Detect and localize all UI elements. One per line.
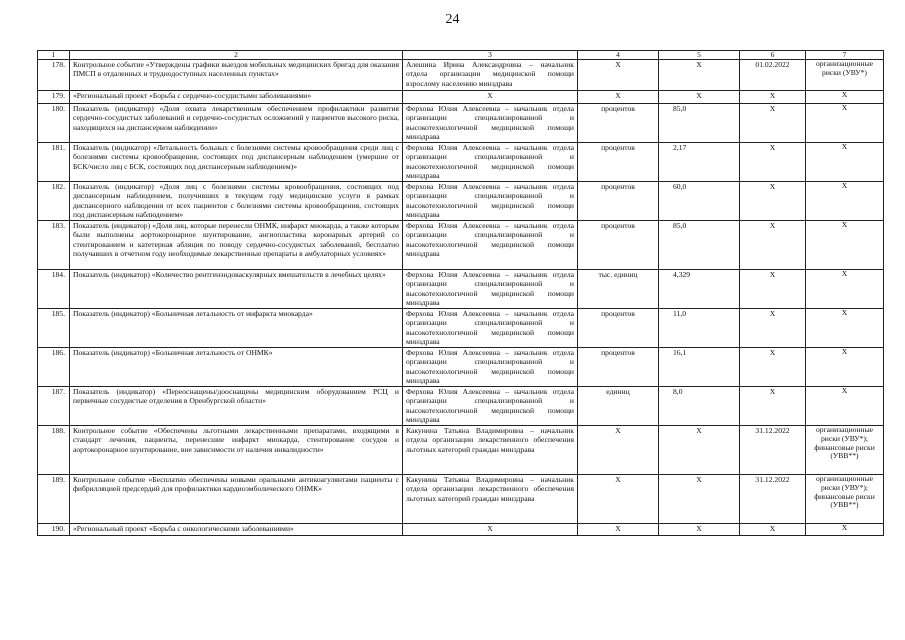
row-date: 01.02.2022 xyxy=(740,60,806,91)
row-unit: процентов xyxy=(578,143,659,182)
table-row xyxy=(38,309,884,348)
row-name: Показатель (индикатор) «Количество рентгенэндоваскулярных вмешательств в лечебных целях» xyxy=(70,270,403,309)
row-unit: X xyxy=(578,475,659,524)
row-number: 183. xyxy=(38,221,70,270)
row-number: 184. xyxy=(38,270,70,309)
row-responsible: Алешина Ирина Александровна – начальник отдела организации медицинской помощи взрослому населению минздрава xyxy=(403,60,578,91)
row-risk: организационные риски (УВУ*) xyxy=(806,60,884,91)
row-unit: X xyxy=(578,91,659,104)
row-value: 85,0 xyxy=(659,104,740,143)
row-date: X xyxy=(740,348,806,387)
row-date: X xyxy=(740,104,806,143)
row-value: X xyxy=(659,426,740,475)
row-date: X xyxy=(740,221,806,270)
row-number: 180. xyxy=(38,104,70,143)
page-number: 24 xyxy=(445,12,460,27)
table-row xyxy=(38,387,884,426)
row-responsible: Ферхова Юлия Алексеевна – начальник отдела организации специализированной и высокотехнологичной медицинской помощи минздрава xyxy=(403,270,578,309)
row-responsible: Ферхова Юлия Алексеевна – начальник отдела организации специализированной и высокотехнологичной медицинской помощи минздрава xyxy=(403,104,578,143)
table-row xyxy=(38,475,884,524)
row-value: X xyxy=(659,475,740,524)
row-risk: X xyxy=(806,143,884,182)
row-value: X xyxy=(659,91,740,104)
row-responsible: Ферхова Юлия Алексеевна – начальник отдела организации специализированной и высокотехнологичной медицинской помощи минздрава xyxy=(403,221,578,270)
row-number: 185. xyxy=(38,309,70,348)
row-responsible: Ферхова Юлия Алексеевна – начальник отдела организации специализированной и высокотехнологичной медицинской помощи минздрава xyxy=(403,182,578,221)
table-row xyxy=(38,348,884,387)
row-name: Показатель (индикатор) «Летальность больных с болезнями системы кровообращения среди лиц с болезнями системы кровообращения, состоящих под диспансерным наблюдением (умершие от БСК/число лиц с БСК, состоящих под диспансерным наблюдением)» xyxy=(70,143,403,182)
row-risk: X xyxy=(806,91,884,104)
row-date: X xyxy=(740,91,806,104)
table-row xyxy=(38,91,884,104)
row-responsible: X xyxy=(403,524,578,536)
row-name: «Региональный проект «Борьба с сердечно-сосудистыми заболеваниями» xyxy=(70,91,403,104)
row-value: X xyxy=(659,60,740,91)
row-name: Показатель (индикатор) «Доля лиц с болезнями системы кровообращения, состоящих под диспансерным наблюдением, получивших в текущем году медицинские услуги в рамках диспансерного наблюдения от всех пациентов с болезнями системы кровообращения, состоящих под диспансерным наблюдением» xyxy=(70,182,403,221)
column-responsible-header: 3 xyxy=(403,51,578,60)
row-unit: тыс. единиц xyxy=(578,270,659,309)
table-row xyxy=(38,60,884,91)
plan-table xyxy=(37,50,884,536)
table-row xyxy=(38,182,884,221)
row-responsible: X xyxy=(403,91,578,104)
row-name: Контрольное событие «Обеспечены льготными лекарственными препаратами, входящими в стандарт лечения, пациенты, перенесшие инфаркт миокарда, стентирование сосудов и аортокоронарное шунтирование, вне зависимости от наличия инвалидности» xyxy=(70,426,403,475)
row-value: 85,0 xyxy=(659,221,740,270)
table-row xyxy=(38,426,884,475)
row-responsible: Какунина Татьяна Владимировна – начальник отдела организации лекарственного обеспечения льготных категорий граждан минздрава xyxy=(403,475,578,524)
table-row xyxy=(38,143,884,182)
row-date: X xyxy=(740,524,806,536)
table-row xyxy=(38,270,884,309)
row-responsible: Ферхова Юлия Алексеевна – начальник отдела организации специализированной и высокотехнологичной медицинской помощи минздрава xyxy=(403,387,578,426)
row-responsible: Ферхова Юлия Алексеевна – начальник отдела организации специализированной и высокотехнологичной медицинской помощи минздрава xyxy=(403,348,578,387)
row-date: X xyxy=(740,309,806,348)
column-risk-header: 7 xyxy=(806,51,884,60)
row-number: 179. xyxy=(38,91,70,104)
row-name: Показатель (индикатор) «Доля охвата лекарственным обеспечением профилактики развития сердечно-сосудистых заболеваний и сердечно-сосудистых осложнений у пациентов высокого риска, находящихся на диспансерном наблюдении» xyxy=(70,104,403,143)
row-unit: процентов xyxy=(578,182,659,221)
row-unit: процентов xyxy=(578,348,659,387)
row-value: 60,0 xyxy=(659,182,740,221)
row-name: Показатель (индикатор) «Больничная летальность от инфаркта миокарда» xyxy=(70,309,403,348)
row-risk: организационные риски (УВУ*); финансовые риски (УВВ**) xyxy=(806,475,884,524)
row-risk: организационные риски (УВУ*); финансовые риски (УВВ**) xyxy=(806,426,884,475)
row-unit: процентов xyxy=(578,221,659,270)
row-value: 2,17 xyxy=(659,143,740,182)
row-risk: X xyxy=(806,348,884,387)
row-risk: X xyxy=(806,524,884,536)
row-number: 187. xyxy=(38,387,70,426)
table-row xyxy=(38,524,884,536)
row-value: X xyxy=(659,524,740,536)
row-risk: X xyxy=(806,387,884,426)
row-name: Показатель (индикатор) «Переоснащены/дооснащены медицинским оборудованием РСЦ и первичные сосудистые отделения в Оренбургской области» xyxy=(70,387,403,426)
column-number-header: 1 xyxy=(38,51,70,60)
row-responsible: Какунина Татьяна Владимировна – начальник отдела организации лекарственного обеспечения льготных категорий граждан минздрава xyxy=(403,426,578,475)
row-risk: X xyxy=(806,309,884,348)
row-number: 189. xyxy=(38,475,70,524)
column-value-header: 5 xyxy=(659,51,740,60)
row-risk: X xyxy=(806,270,884,309)
row-unit: единиц xyxy=(578,387,659,426)
row-date: X xyxy=(740,387,806,426)
row-responsible: Ферхова Юлия Алексеевна – начальник отдела организации специализированной и высокотехнологичной медицинской помощи минздрава xyxy=(403,309,578,348)
row-date: 31.12.2022 xyxy=(740,475,806,524)
row-date: X xyxy=(740,182,806,221)
row-unit: процентов xyxy=(578,104,659,143)
row-responsible: Ферхова Юлия Алексеевна – начальник отдела организации специализированной и высокотехнологичной медицинской помощи минздрава xyxy=(403,143,578,182)
row-value: 11,0 xyxy=(659,309,740,348)
row-risk: X xyxy=(806,182,884,221)
row-value: 8,0 xyxy=(659,387,740,426)
table-header-row xyxy=(38,51,884,60)
row-unit: X xyxy=(578,524,659,536)
column-unit-header: 4 xyxy=(578,51,659,60)
row-number: 190. xyxy=(38,524,70,536)
row-name: Контрольное событие «Утверждены графики выездов мобильных медицинских бригад для оказания ПМСП в отдаленных и труднодоступных населенных пунктах» xyxy=(70,60,403,91)
row-number: 188. xyxy=(38,426,70,475)
row-name: «Региональный проект «Борьба с онкологическими заболеваниями» xyxy=(70,524,403,536)
row-risk: X xyxy=(806,104,884,143)
row-number: 186. xyxy=(38,348,70,387)
column-date-header: 6 xyxy=(740,51,806,60)
row-value: 4,329 xyxy=(659,270,740,309)
row-unit: X xyxy=(578,426,659,475)
row-name: Показатель (индикатор) «Больничная летальность от ОНМК» xyxy=(70,348,403,387)
row-date: X xyxy=(740,143,806,182)
row-risk: X xyxy=(806,221,884,270)
row-value: 16,1 xyxy=(659,348,740,387)
row-name: Контрольное событие «Бесплатно обеспечены новыми оральными антикоагулянтами пациенты с фибрилляцией предсердий для профилактики кардиоэмболического ОНМК» xyxy=(70,475,403,524)
row-date: 31.12.2022 xyxy=(740,426,806,475)
row-unit: процентов xyxy=(578,309,659,348)
row-name: Показатель (индикатор) «Доля лиц, которые перенесли ОНМК, инфаркт миокарда, а также которым были выполнены аортокоронарное шунтирование, ангиопластика коронарных артерий со стентированием и катетерная абляция по поводу сердечно-сосудистых заболеваний, бесплатно получавших в отчетном году необходимые лекарственные препараты в амбулаторных условиях» xyxy=(70,221,403,270)
table-row xyxy=(38,221,884,270)
row-number: 181. xyxy=(38,143,70,182)
table-row xyxy=(38,104,884,143)
row-unit: X xyxy=(578,60,659,91)
row-number: 178. xyxy=(38,60,70,91)
row-date: X xyxy=(740,270,806,309)
column-name-header: 2 xyxy=(70,51,403,60)
row-number: 182. xyxy=(38,182,70,221)
